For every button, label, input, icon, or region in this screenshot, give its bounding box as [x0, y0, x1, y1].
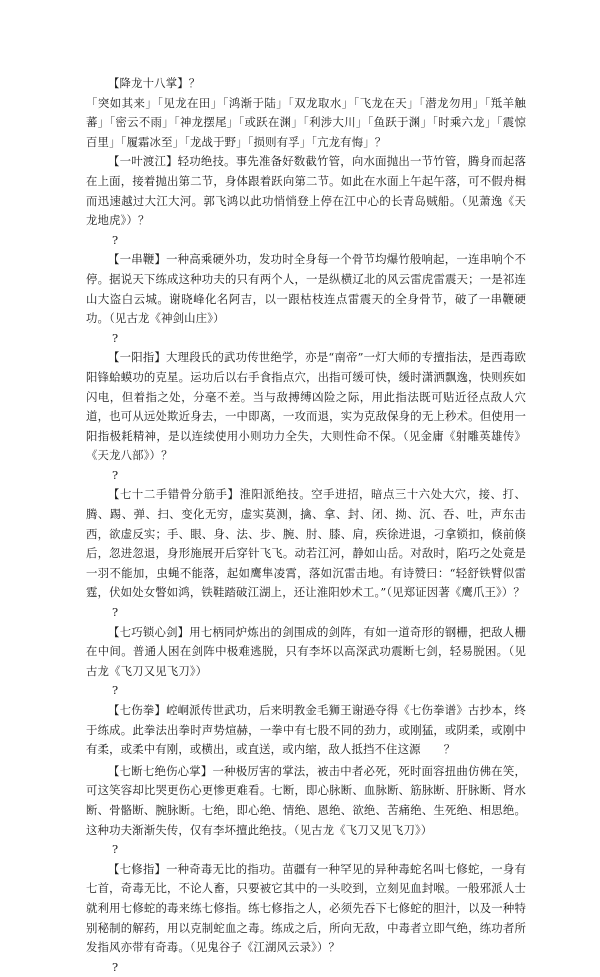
entry-marker: ?	[112, 683, 119, 698]
entry-yiyang-zhi: 【一阳指】大理段氏的武功传世绝学，亦是“南帝”一灯大师的专擅指法，是西毒欧阳锋蛤蟆功的克星。运功后以右手食指点穴，出指可缓可快，缓时潇洒飘逸，快则疾如闪电，但着指之处，分毫不差。当与敌搏缚凶险之际，用此指法既可贴近径点敌人穴道，也可从远处欺近身去，一中即离，一攻而退，实为克敌保身的无上秒术。但使用一阳指极耗精神，是以连续使用小则功力全失，大则性命不保。（见金庸《射雕英雄传》《天龙八部》）？	[86, 350, 526, 463]
entry-marker: ?	[112, 842, 119, 857]
entry-marker: ?	[112, 605, 119, 620]
move-list: 「突如其来」「见龙在田」「鸿渐于陆」「双龙取水」「飞龙在天」「潜龙勿用」「羝羊触蕃」「密云不雨」「神龙摆尾」「或跃在渊」「利涉大川」「鱼跃于渊」「时乘六龙」「震惊百里」「履霜冰至」「龙战于野」「损则有孚」「亢龙有悔」？	[86, 95, 526, 149]
entry-qishang-quan: 【七伤拳】崆峒派传世武功，后来明教金毛狮王谢逊夺得《七伤拳谱》古抄本，终于练成。此拳法出拳时声势煊赫，一拳中有七股不同的劲力，或刚猛，或阴柔，或刚中有柔，或柔中有刚，或横出，或直送，或内缩，敌人抵挡不住这源 ？	[86, 703, 526, 757]
entry-qiduan-qijue-zhang: 【七断七绝伤心掌】一种极厉害的掌法，被击中者必死，死时面容扭曲仿佛在笑，可这笑容却比哭更伤心更惨更难看。七断，即心脉断、血脉断、筋脉断、肝脉断、肾水断、骨骼断、腕脉断。七绝，即心绝、情绝、恩绝、欲绝、苦痛绝、生死绝、相思绝。这种功夫渐渐失传，仅有李坏擅此绝技。（见古龙《飞刀又见飞刀》）	[86, 763, 526, 837]
entry-qixiu-zhi: 【七修指】一种奇毒无比的指功。苗疆有一种罕见的异种毒蛇名叫七修蛇，一身有七首，奇毒无比，不论人畜，只要被它其中的一头咬到，立刻见血封喉。一般邪派人士就利用七修蛇的毒来练七修指。练七修指之人，必须先吞下七修蛇的胆汁，以及一种特别秘制的解药，用以克制蛇血之毒。练成之后，所向无敌，中毒者立即气绝，练功者所发指风亦带有奇毒。（见鬼谷子《江湖风云录》）？	[86, 861, 526, 955]
entry-yiye-dujiang: 【一叶渡江】轻功绝技。事先准备好数截竹管，向水面抛出一节竹管，腾身而起落在上面，接着抛出第二节，身体跟着跃向第二节。如此在水面上午起午落，可不假舟楫而迅速越过大江大河。郭飞鸿以此功悄悄登上停在江中心的长青岛贼船。（见萧逸《天龙地虎》）？	[86, 154, 526, 228]
entry-qiqiao-suoxin-jian: 【七巧锁心剑】用七柄同炉炼出的剑围成的剑阵，有如一道奇形的钢栅，把敌人栅在中间。普通人困在剑阵中极难逃脱，只有李坏以高深武功震断七剑，轻易脱困。（见古龙《飞刀又见飞刀》）	[86, 624, 526, 678]
entry-marker: ?	[112, 959, 119, 974]
entry-yichuan-bian: 【一串鞭】一种高乘硬外功，发功时全身每一个骨节均爆竹般响起，一连串响个不停。据说天下练成这种功夫的只有两个人，一是纵横辽北的风云雷虎雷震天；一是祁连山大盗白云城。谢晓峰化名阿吉，以一跟枯枝连点雷震天的全身骨节，破了一串鞭硬功。（见古龙《神剑山庄》）	[86, 252, 526, 326]
entry-marker: ?	[112, 330, 119, 345]
entry-qishier-shou: 【七十二手错骨分筋手】淮阳派绝技。空手进招，暗点三十六处大穴，接、打、腾、踢、弹、扫、变化无穷，虚实莫测，擒、拿、封、闭、拗、沉、吞、吐，声东击西，欲虚反实；手、眼、身、法、步、腕、肘、膝、肩，疾徐进退，刁拿锁扣，倏前倏后，忽进忽退，身形施展开后穿针飞飞。动若江河，静如山岳。对敌时，陷巧之处竟是一羽不能加，虫蝇不能落，起如鹰隼凌霄，落如沉雷击地。有诗赞曰：“轻舒铁臂似雷霆，伏如处女瞥如鸿，铁鞋踏破江湖上，还让淮阳妙术工。”（见郑证因著《鹰爪王》）？	[86, 487, 526, 600]
entry-marker: ?	[112, 467, 119, 482]
section-title: 【降龙十八掌】？	[108, 76, 201, 90]
document-page	[86, 74, 526, 977]
entry-marker: ?	[112, 232, 119, 247]
